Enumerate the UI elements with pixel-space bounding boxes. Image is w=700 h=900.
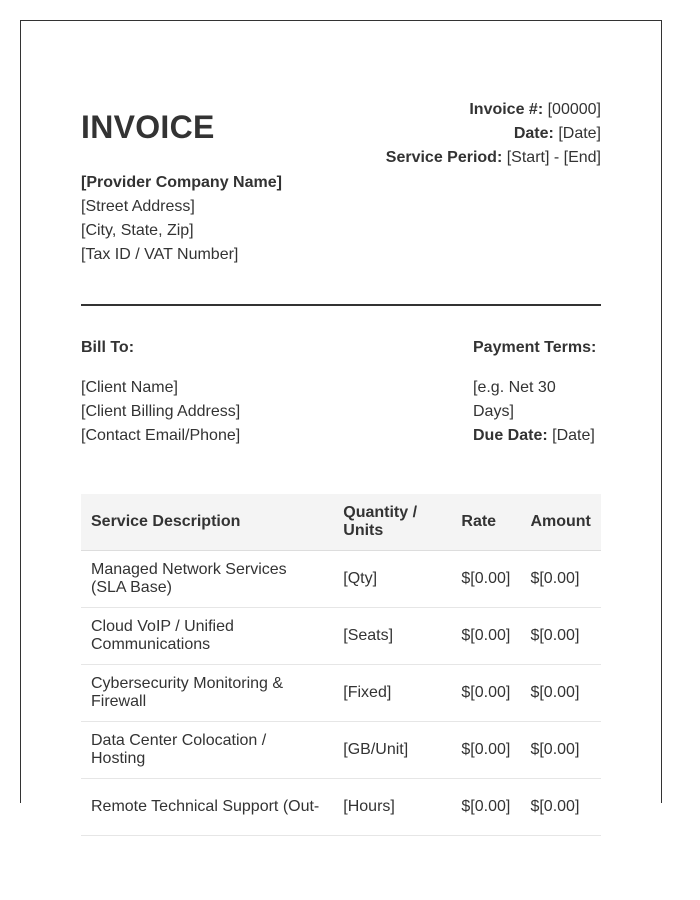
invoice-meta [386, 98, 601, 170]
row-amount: $[0.00] [520, 779, 601, 836]
row-quantity: [Hours] [333, 779, 451, 836]
due-date-value: [Date] [552, 427, 595, 444]
service-period-value: [Start] - [End] [506, 149, 601, 166]
table-header-row [81, 494, 601, 551]
client-billing-address: [Client Billing Address] [81, 403, 241, 420]
due-date-label: Due Date: [473, 427, 548, 444]
invoice-date-label: Date: [513, 125, 554, 142]
row-rate: $[0.00] [451, 608, 520, 665]
row-description: Remote Technical Support (Out- [81, 779, 333, 836]
invoice-number-label: Invoice #: [469, 101, 544, 118]
provider-block [81, 171, 282, 267]
row-quantity: [Qty] [333, 551, 451, 608]
row-quantity: [Seats] [333, 608, 451, 665]
row-rate: $[0.00] [451, 722, 520, 779]
service-period-line [386, 146, 601, 170]
row-quantity: [GB/Unit] [333, 722, 451, 779]
row-amount: $[0.00] [520, 551, 601, 608]
header-rate: Rate [451, 494, 520, 551]
table-row [81, 722, 601, 779]
bill-to-block [81, 336, 240, 448]
payment-terms-heading: Payment Terms: [473, 339, 597, 356]
table-row [81, 551, 601, 608]
bill-to-heading: Bill To: [81, 339, 135, 356]
table-row [81, 665, 601, 722]
row-rate: $[0.00] [451, 551, 520, 608]
row-description: Cloud VoIP / Unified Communications [81, 608, 333, 665]
table-row [81, 779, 601, 836]
invoice-date-line [386, 122, 601, 146]
service-period-label: Service Period: [385, 149, 503, 166]
invoice-number-value: [00000] [547, 101, 601, 118]
due-date-line [473, 424, 601, 448]
payment-terms-value: [e.g. Net 30 Days] [473, 379, 556, 420]
invoice-title: INVOICE [81, 109, 215, 145]
payment-terms-block [473, 336, 601, 448]
provider-tax-id: [Tax ID / VAT Number] [81, 246, 239, 263]
row-rate: $[0.00] [451, 779, 520, 836]
header-amount: Amount [520, 494, 601, 551]
row-description: Data Center Colocation / Hosting [81, 722, 333, 779]
provider-name: [Provider Company Name] [81, 174, 282, 191]
row-quantity: [Fixed] [333, 665, 451, 722]
header-quantity: Quantity / Units [333, 494, 451, 551]
row-rate: $[0.00] [451, 665, 520, 722]
row-amount: $[0.00] [520, 608, 601, 665]
provider-city: [City, State, Zip] [81, 222, 194, 239]
row-description: Cybersecurity Monitoring & Firewall [81, 665, 333, 722]
table-row [81, 608, 601, 665]
row-description: Managed Network Services (SLA Base) [81, 551, 333, 608]
invoice-page [20, 20, 662, 815]
row-amount: $[0.00] [520, 665, 601, 722]
client-contact: [Contact Email/Phone] [81, 427, 241, 444]
row-amount: $[0.00] [520, 722, 601, 779]
invoice-number-line [386, 98, 601, 122]
services-table [81, 494, 601, 836]
client-name: [Client Name] [81, 379, 178, 396]
invoice-date-value: [Date] [558, 125, 601, 142]
header-description: Service Description [81, 494, 333, 551]
provider-street: [Street Address] [81, 198, 195, 215]
header-divider [81, 304, 601, 306]
